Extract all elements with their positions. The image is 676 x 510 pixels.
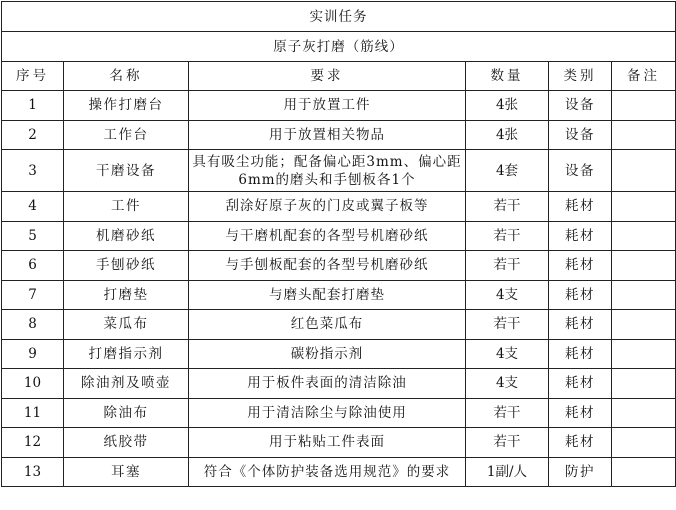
row-requirement: 与干磨机配套的各型号机磨砂纸 bbox=[189, 221, 466, 251]
training-task-table bbox=[1, 1, 676, 487]
row-no: 10 bbox=[2, 369, 64, 399]
row-note bbox=[612, 120, 676, 150]
header-requirement: 要求 bbox=[189, 62, 466, 91]
row-note bbox=[612, 457, 676, 487]
row-no: 9 bbox=[2, 339, 64, 369]
row-requirement: 与手刨板配套的各型号机磨砂纸 bbox=[189, 251, 466, 281]
row-no: 6 bbox=[2, 251, 64, 281]
row-quantity: 若干 bbox=[466, 398, 549, 428]
row-category: 耗材 bbox=[549, 310, 612, 340]
table-subtitle: 原子灰打磨（筋线） bbox=[2, 32, 676, 62]
row-category: 设备 bbox=[549, 120, 612, 150]
row-category: 防护 bbox=[549, 457, 612, 487]
header-category: 类别 bbox=[549, 62, 612, 91]
table-row bbox=[2, 120, 676, 150]
row-no: 13 bbox=[2, 457, 64, 487]
row-name: 操作打磨台 bbox=[64, 91, 189, 121]
row-name: 机磨砂纸 bbox=[64, 221, 189, 251]
row-category: 耗材 bbox=[549, 339, 612, 369]
header-no: 序号 bbox=[2, 62, 64, 91]
row-name: 菜瓜布 bbox=[64, 310, 189, 340]
header-note: 备注 bbox=[612, 62, 676, 91]
row-name: 除油布 bbox=[64, 398, 189, 428]
row-category: 耗材 bbox=[549, 280, 612, 310]
row-note bbox=[612, 428, 676, 458]
row-category: 设备 bbox=[549, 150, 612, 192]
table-row bbox=[2, 398, 676, 428]
row-note bbox=[612, 369, 676, 399]
row-note bbox=[612, 398, 676, 428]
row-note bbox=[612, 91, 676, 121]
row-quantity: 若干 bbox=[466, 428, 549, 458]
row-quantity: 4支 bbox=[466, 369, 549, 399]
row-category: 耗材 bbox=[549, 251, 612, 281]
table-row bbox=[2, 192, 676, 222]
row-note bbox=[612, 339, 676, 369]
table-row bbox=[2, 91, 676, 121]
row-no: 5 bbox=[2, 221, 64, 251]
table-title-row bbox=[2, 2, 676, 32]
row-category: 耗材 bbox=[549, 221, 612, 251]
row-requirement: 与磨头配套打磨垫 bbox=[189, 280, 466, 310]
row-quantity: 4张 bbox=[466, 91, 549, 121]
row-no: 7 bbox=[2, 280, 64, 310]
table-row bbox=[2, 221, 676, 251]
row-quantity: 4支 bbox=[466, 280, 549, 310]
table-header-row bbox=[2, 62, 676, 91]
row-name: 纸胶带 bbox=[64, 428, 189, 458]
row-requirement: 用于板件表面的清洁除油 bbox=[189, 369, 466, 399]
row-quantity: 若干 bbox=[466, 221, 549, 251]
header-quantity: 数量 bbox=[466, 62, 549, 91]
table-row bbox=[2, 339, 676, 369]
table-row bbox=[2, 369, 676, 399]
table-title: 实训任务 bbox=[2, 2, 676, 32]
table-row bbox=[2, 150, 676, 192]
row-note bbox=[612, 221, 676, 251]
row-note bbox=[612, 280, 676, 310]
row-requirement: 用于放置工件 bbox=[189, 91, 466, 121]
row-no: 8 bbox=[2, 310, 64, 340]
table-row bbox=[2, 280, 676, 310]
row-name: 工作台 bbox=[64, 120, 189, 150]
row-quantity: 若干 bbox=[466, 310, 549, 340]
row-requirement: 符合《个体防护装备选用规范》的要求 bbox=[189, 457, 466, 487]
row-requirement: 碳粉指示剂 bbox=[189, 339, 466, 369]
row-quantity: 1副/人 bbox=[466, 457, 549, 487]
row-name: 打磨垫 bbox=[64, 280, 189, 310]
row-name: 除油剂及喷壶 bbox=[64, 369, 189, 399]
row-note bbox=[612, 251, 676, 281]
row-category: 耗材 bbox=[549, 192, 612, 222]
row-name: 手刨砂纸 bbox=[64, 251, 189, 281]
row-note bbox=[612, 192, 676, 222]
row-name: 干磨设备 bbox=[64, 150, 189, 192]
row-requirement: 用于清洁除尘与除油使用 bbox=[189, 398, 466, 428]
table-row bbox=[2, 251, 676, 281]
row-requirement: 用于放置相关物品 bbox=[189, 120, 466, 150]
table-row bbox=[2, 310, 676, 340]
row-no: 2 bbox=[2, 120, 64, 150]
row-no: 12 bbox=[2, 428, 64, 458]
row-note bbox=[612, 150, 676, 192]
row-name: 工件 bbox=[64, 192, 189, 222]
row-category: 耗材 bbox=[549, 398, 612, 428]
row-category: 耗材 bbox=[549, 428, 612, 458]
row-name: 打磨指示剂 bbox=[64, 339, 189, 369]
table-row bbox=[2, 428, 676, 458]
row-no: 11 bbox=[2, 398, 64, 428]
row-no: 3 bbox=[2, 150, 64, 192]
row-category: 设备 bbox=[549, 91, 612, 121]
table-subtitle-row bbox=[2, 32, 676, 62]
row-requirement: 刮涂好原子灰的门皮或翼子板等 bbox=[189, 192, 466, 222]
row-requirement: 红色菜瓜布 bbox=[189, 310, 466, 340]
row-note bbox=[612, 310, 676, 340]
row-requirement: 具有吸尘功能；配备偏心距3mm、偏心距6mm的磨头和手刨板各1个 bbox=[189, 150, 466, 192]
table-row bbox=[2, 457, 676, 487]
row-quantity: 4套 bbox=[466, 150, 549, 192]
row-quantity: 若干 bbox=[466, 251, 549, 281]
row-requirement: 用于粘贴工件表面 bbox=[189, 428, 466, 458]
header-name: 名称 bbox=[64, 62, 189, 91]
row-quantity: 4支 bbox=[466, 339, 549, 369]
row-name: 耳塞 bbox=[64, 457, 189, 487]
row-no: 1 bbox=[2, 91, 64, 121]
row-quantity: 若干 bbox=[466, 192, 549, 222]
row-category: 耗材 bbox=[549, 369, 612, 399]
row-no: 4 bbox=[2, 192, 64, 222]
row-quantity: 4张 bbox=[466, 120, 549, 150]
